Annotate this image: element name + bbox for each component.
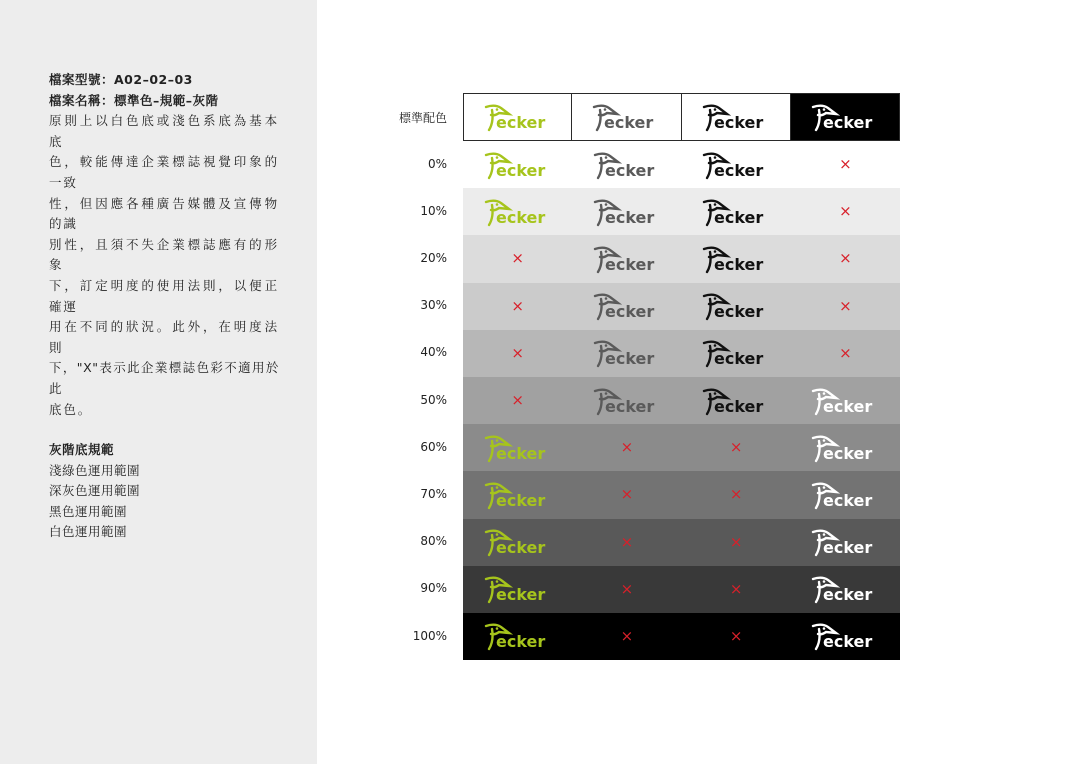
not-applicable-mark: ×: [620, 579, 634, 598]
grid-cell: [791, 519, 900, 566]
grid-cell: [791, 566, 900, 613]
pecker-logo: [592, 291, 662, 321]
row-label: 50%: [420, 392, 447, 407]
not-applicable-mark: ×: [620, 485, 634, 504]
not-applicable-mark: ×: [839, 155, 852, 174]
pecker-logo: [701, 150, 771, 180]
color-grid: [463, 93, 900, 660]
grid-cell: [572, 93, 681, 141]
brand-text: ecker: [823, 396, 873, 416]
grid-cell: [791, 93, 900, 141]
pecker-logo: [701, 386, 771, 416]
section-item: 深灰色運用範圍: [49, 483, 141, 499]
grid-cell: [682, 283, 791, 330]
brand-text: ecker: [604, 160, 655, 180]
desc-line: 底色。: [49, 401, 93, 417]
desc-line: 原則上以白色底或淺色系底為基本底: [49, 113, 279, 149]
grid-cell: [572, 377, 681, 424]
pecker-logo: [483, 150, 553, 180]
pecker-logo: [701, 197, 771, 227]
grid-cell: [791, 471, 900, 518]
not-applicable-mark: ×: [729, 438, 743, 457]
row-label: 標準配色: [398, 111, 447, 125]
grid-cell: [572, 188, 681, 235]
brand-text: ecker: [823, 443, 873, 463]
grid-cell: [682, 613, 791, 660]
shade-row: [463, 188, 900, 235]
row-label: 10%: [420, 203, 447, 218]
grid-cell: [682, 141, 791, 188]
grid-cell: [791, 330, 900, 377]
brand-text: ecker: [823, 632, 873, 652]
description: [49, 111, 279, 420]
brand-text: ecker: [822, 113, 873, 132]
info-panel: [49, 70, 279, 543]
not-applicable-mark: ×: [729, 626, 743, 645]
brand-text: ecker: [495, 632, 545, 652]
file-name: 檔案名稱：標準色–規範–灰階: [49, 92, 219, 108]
shade-row: [463, 235, 900, 282]
grid-cell: [572, 471, 681, 518]
brand-text: ecker: [823, 585, 873, 605]
not-applicable-mark: ×: [839, 249, 852, 268]
row-label: 100%: [412, 628, 447, 643]
brand-text: ecker: [495, 538, 545, 558]
grid-cell: [682, 519, 791, 566]
brand-text: ecker: [495, 113, 545, 132]
desc-line: 用在不同的狀況。此外，在明度法則: [49, 319, 279, 355]
section-item: 黑色運用範圍: [49, 503, 128, 519]
shade-row: [463, 377, 900, 424]
not-applicable-mark: ×: [620, 532, 634, 551]
grid-cell: [572, 424, 681, 471]
grid-cell: [791, 613, 900, 660]
grid-cell: [682, 471, 791, 518]
brand-text: ecker: [495, 443, 545, 463]
grid-cell: [682, 235, 791, 282]
header-row: [463, 93, 900, 141]
desc-line: 下，訂定明度的使用法則，以便正確運: [49, 277, 279, 314]
not-applicable-mark: ×: [511, 391, 524, 410]
grid-cell: [791, 235, 900, 282]
shade-row: [463, 330, 900, 377]
shade-row: [463, 283, 900, 330]
grid-cell: [791, 424, 900, 471]
grid-cell: [572, 613, 681, 660]
pecker-logo: [810, 386, 880, 416]
pecker-logo: [701, 338, 771, 368]
brand-text: ecker: [495, 160, 545, 180]
grid-cell: [572, 141, 681, 188]
pecker-logo: [701, 244, 771, 274]
grid-cell: [791, 377, 900, 424]
pecker-logo: [592, 338, 662, 368]
grid-cell: [463, 235, 572, 282]
row-label: 40%: [420, 345, 447, 360]
brand-text: ecker: [495, 490, 545, 510]
not-applicable-mark: ×: [511, 296, 524, 315]
desc-line: 性，但因應各種廣告媒體及宣傳物的識: [49, 195, 279, 232]
shade-row: [463, 613, 900, 660]
pecker-logo: [483, 197, 553, 227]
not-applicable-mark: ×: [511, 343, 524, 362]
row-label: 70%: [420, 487, 447, 501]
grid-cell: [463, 377, 572, 424]
brand-text: ecker: [714, 349, 764, 369]
not-applicable-mark: ×: [839, 296, 852, 315]
brand-text: ecker: [604, 349, 655, 369]
grid-cell: [463, 283, 572, 330]
grid-cell: [682, 377, 791, 424]
grid-cell: [682, 330, 791, 377]
section-title: 灰階底規範: [49, 442, 115, 458]
brand-text: ecker: [823, 490, 873, 510]
shade-row: [463, 141, 900, 188]
pecker-logo: [592, 244, 662, 274]
grid-cell: [572, 566, 681, 613]
grid-cell: [463, 330, 572, 377]
brand-text: ecker: [604, 302, 655, 322]
not-applicable-mark: ×: [620, 626, 634, 645]
brand-text: ecker: [714, 396, 764, 416]
pecker-logo: [591, 102, 661, 132]
not-applicable-mark: ×: [839, 202, 852, 221]
brand-text: ecker: [495, 207, 545, 227]
brand-text: ecker: [714, 160, 764, 180]
grid-cell: [682, 566, 791, 613]
grid-cell: [463, 93, 572, 141]
grid-cell: [572, 235, 681, 282]
shade-row: [463, 471, 900, 518]
brand-text: ecker: [495, 585, 545, 605]
pecker-logo: [810, 433, 880, 463]
brand-text: ecker: [823, 538, 873, 558]
not-applicable-mark: ×: [839, 343, 852, 362]
brand-text: ecker: [604, 207, 655, 227]
grid-cell: [463, 471, 572, 518]
shade-row: [463, 566, 900, 613]
grid-cell: [682, 93, 791, 141]
shade-row: [463, 424, 900, 471]
shade-row: [463, 519, 900, 566]
not-applicable-mark: ×: [729, 579, 743, 598]
pecker-logo: [483, 574, 553, 604]
desc-line: 別性，且須不失企業標誌應有的形象: [49, 236, 279, 273]
pecker-logo: [483, 621, 553, 651]
pecker-logo: [810, 574, 880, 604]
grid-cell: [572, 519, 681, 566]
desc-line: 色，較能傳達企業標誌視覺印象的一致: [49, 154, 279, 190]
grid-cell: [463, 424, 572, 471]
brand-text: ecker: [604, 254, 655, 274]
row-label: 60%: [420, 439, 447, 454]
pecker-logo: [483, 527, 553, 557]
row-label: 20%: [420, 251, 447, 265]
not-applicable-mark: ×: [620, 438, 634, 457]
grid-cell: [791, 188, 900, 235]
pecker-logo: [701, 291, 771, 321]
grid-cell: [463, 519, 572, 566]
grid-cell: [463, 141, 572, 188]
grid-cell: [791, 141, 900, 188]
row-label: 80%: [420, 534, 447, 549]
brand-text: ecker: [714, 254, 764, 274]
not-applicable-mark: ×: [729, 485, 743, 504]
pecker-logo: [483, 433, 553, 463]
brand-text: ecker: [604, 113, 654, 132]
pecker-logo: [701, 102, 771, 132]
pecker-logo: [810, 621, 880, 651]
grid-cell: [572, 283, 681, 330]
pecker-logo: [810, 480, 880, 510]
file-number: 檔案型號：A02–02–03: [49, 72, 193, 87]
grid-cell: [791, 283, 900, 330]
pecker-logo: [592, 197, 662, 227]
pecker-logo: [592, 150, 662, 180]
not-applicable-mark: ×: [729, 532, 743, 551]
pecker-logo: [592, 386, 662, 416]
row-label: 30%: [420, 298, 447, 313]
brand-text: ecker: [714, 302, 764, 322]
row-label: 0%: [427, 156, 447, 171]
pecker-logo: [810, 527, 880, 557]
desc-line: 下，"X"表示此企業標誌色彩不適用於此: [49, 360, 279, 396]
grid-cell: [572, 330, 681, 377]
brand-text: ecker: [714, 207, 764, 227]
row-label: 90%: [420, 581, 447, 596]
grid-cell: [463, 566, 572, 613]
brand-text: ecker: [604, 396, 655, 416]
section-item: 淺綠色運用範圍: [49, 462, 141, 478]
section-item: 白色運用範圍: [49, 524, 128, 540]
pecker-logo: [483, 480, 553, 510]
grid-cell: [463, 188, 572, 235]
pecker-logo: [810, 102, 880, 132]
not-applicable-mark: ×: [511, 249, 524, 268]
grid-cell: [682, 188, 791, 235]
brand-text: ecker: [713, 113, 763, 132]
grid-cell: [463, 613, 572, 660]
grid-cell: [682, 424, 791, 471]
pecker-logo: [483, 102, 553, 132]
